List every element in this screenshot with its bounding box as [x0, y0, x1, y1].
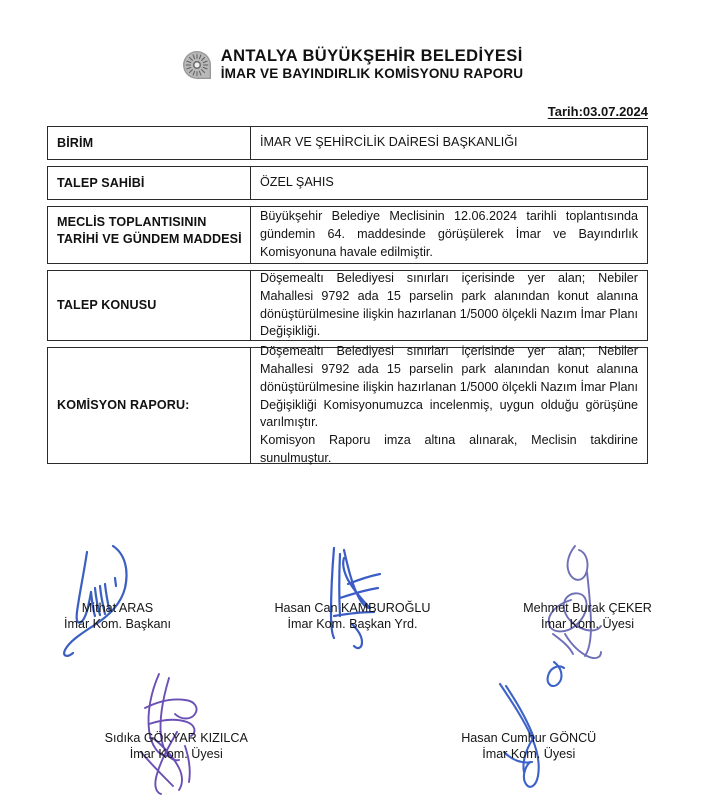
signatory-name: Hasan Cumhur GÖNCÜ: [461, 731, 597, 745]
signature-names: [0, 540, 235, 633]
signature-block: [0, 670, 353, 763]
signature-names: [470, 540, 705, 633]
table-row: [47, 270, 648, 341]
signatory-name: Mehmet Burak ÇEKER: [523, 601, 652, 615]
document-header: [0, 47, 705, 82]
header-inner: [182, 47, 523, 82]
row-label: TALEP KONUSU: [48, 271, 251, 340]
signatory-role: İmar Kom. Başkanı: [63, 617, 172, 632]
signature-area: [0, 540, 705, 810]
row-body: [251, 127, 647, 159]
report-table: [47, 126, 648, 470]
page-title: ANTALYA BÜYÜKŞEHİR BELEDİYESİ: [220, 47, 523, 65]
row-body: [251, 343, 647, 466]
signatory-role: İmar Kom. Üyesi: [482, 747, 576, 762]
signature-block: [470, 540, 705, 633]
table-row: [47, 343, 648, 466]
row-body-paragraph: Döşemealtı Belediyesi sınırları içerisinde yer alan; Nebiler Mahallesi 9792 ada 15 parselin park alanından konut alanına dönüştürülmesine ilişkin hazırlanan 1/5000 ölçekli Nazım İmar Planı Değişikliği.: [260, 270, 638, 339]
row-body-paragraph: ÖZEL ŞAHIS: [260, 175, 334, 190]
row-label: KOMİSYON RAPORU:: [48, 348, 251, 463]
row-label: TALEP SAHİBİ: [48, 167, 251, 199]
signature-row: [0, 540, 705, 633]
signature-row: [0, 670, 705, 763]
row-body-paragraph: İMAR VE ŞEHİRCİLİK DAİRESİ BAŞKANLIĞI: [260, 135, 518, 150]
signatory-name: Hasan Can KAMBUROĞLU: [274, 601, 431, 615]
page-subtitle: İMAR VE BAYINDIRLIK KOMİSYONU RAPORU: [220, 66, 524, 82]
signature-block: [0, 540, 235, 633]
signatory-role: İmar Kom. Başkan Yrd.: [287, 617, 418, 632]
document-date: Tarih:03.07.2024: [547, 104, 648, 119]
signature-block: [235, 540, 470, 633]
signature-names: [353, 670, 705, 763]
signatory-name: Mithat ARAS: [81, 601, 154, 615]
table-row: [47, 166, 648, 200]
row-label: BİRİM: [48, 127, 251, 159]
row-body: [251, 271, 647, 340]
row-body-paragraph: Büyükşehir Belediye Meclisinin 12.06.2024 tarihli toplantısında gündemin 64. maddesinde görüşülerek İmar ve Bayındırlık Komisyonuna havale edilmiştir.: [260, 209, 638, 259]
signatory-role: İmar Kom. Üyesi: [129, 747, 223, 762]
document-title-block: [221, 47, 523, 82]
antalya-sun-emblem-icon: [182, 50, 212, 80]
signature-names: [235, 540, 470, 633]
table-row: [47, 126, 648, 160]
signatory-name: Sıdıka GÖKYAR KIZILCA: [104, 731, 248, 745]
signatory-role: İmar Kom. Üyesi: [540, 617, 635, 632]
row-body-paragraph: Komisyon Raporu imza altına alınarak, Meclisin takdirine sunulmuştur.: [260, 433, 638, 466]
row-body-paragraph: Döşemealtı Belediyesi sınırları içerisinde yer alan; Nebiler Mahallesi 9792 ada 15 parselin park alanından konut alanına dönüştürülmesine ilişkin hazırlanan 1/5000 ölçekli Nazım İmar Planı Değişikliği Komisyonumuzca incelenmiş, uygun olduğu görüşüne varılmıştır.: [260, 343, 638, 430]
signature-names: [0, 670, 353, 763]
row-label: MECLİS TOPLANTISININ TARİHİ VE GÜNDEM MADDESİ: [48, 207, 251, 263]
row-body: [251, 207, 647, 263]
signature-block: [353, 670, 705, 763]
table-row: [47, 206, 648, 264]
row-body: [251, 167, 647, 199]
